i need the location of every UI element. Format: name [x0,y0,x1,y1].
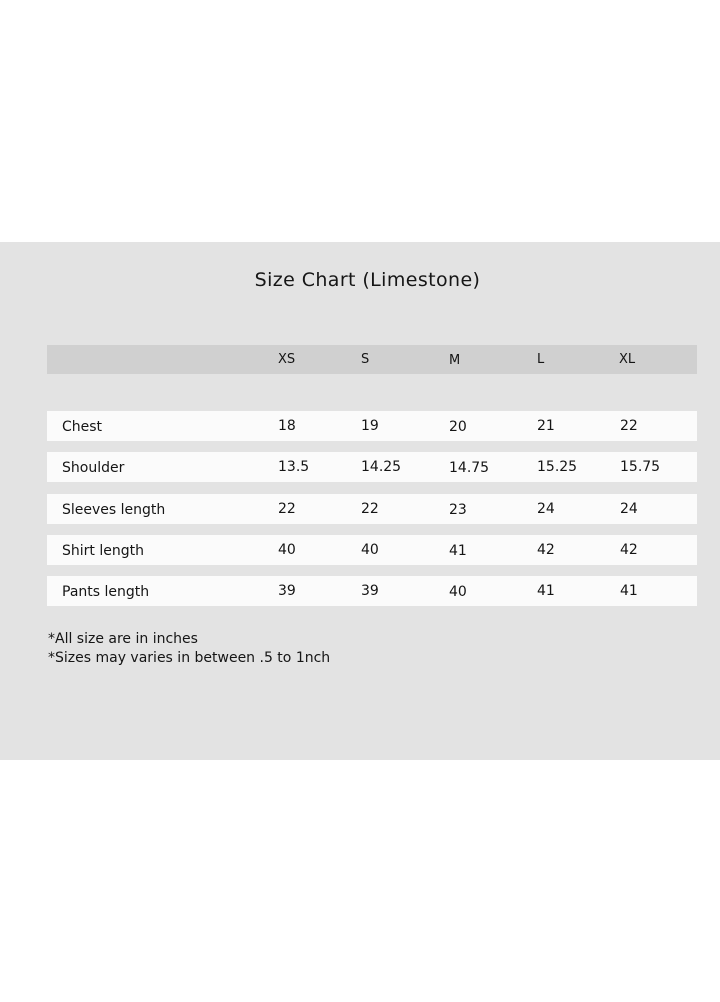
table-cell: 41 [620,583,638,599]
table-cell: 24 [620,501,638,517]
table-cell: 22 [278,501,296,517]
table-cell: 41 [449,543,467,559]
table-cell: 22 [361,501,379,517]
footnote-units: *All size are in inches [48,631,198,647]
table-row-shirt-length [47,535,697,565]
table-cell: 13.5 [278,459,310,475]
row-label: Shirt length [62,543,144,559]
table-row-pants-length [47,576,697,606]
table-row-shoulder [47,452,697,482]
table-cell: 19 [361,418,379,434]
table-cell: 15.25 [537,459,578,475]
table-cell: 40 [449,584,467,600]
table-cell: 41 [537,583,555,599]
table-cell: 39 [278,583,296,599]
table-cell: 18 [278,418,296,434]
table-cell: 15.75 [620,459,661,475]
table-cell: 42 [620,542,638,558]
table-cell: 14.25 [361,459,402,475]
footnotes [48,630,330,668]
table-cell: 21 [537,418,555,434]
row-label: Pants length [62,584,150,600]
table-row-sleeves-length [47,494,697,524]
table-header-bar [47,345,697,374]
table-cell: 40 [361,542,379,558]
column-header-xs: XS [278,352,296,367]
column-header-m: M [449,353,461,368]
table-row-chest [47,411,697,441]
table-cell: 39 [361,583,379,599]
table-cell: 24 [537,501,555,517]
table-cell: 20 [449,419,467,435]
column-header-l: L [537,352,545,367]
table-cell: 14.75 [449,460,490,476]
table-cell: 42 [537,542,555,558]
row-label: Shoulder [62,460,125,476]
row-label: Chest [62,419,103,435]
column-header-s: S [361,352,370,367]
column-header-xl: XL [619,352,636,367]
footnote-variance: *Sizes may varies in between .5 to 1nch [48,650,331,666]
row-label: Sleeves length [62,502,166,518]
chart-title: Size Chart (Limestone) [254,269,481,291]
table-cell: 22 [620,418,638,434]
table-cell: 23 [449,502,467,518]
table-cell: 40 [278,542,296,558]
